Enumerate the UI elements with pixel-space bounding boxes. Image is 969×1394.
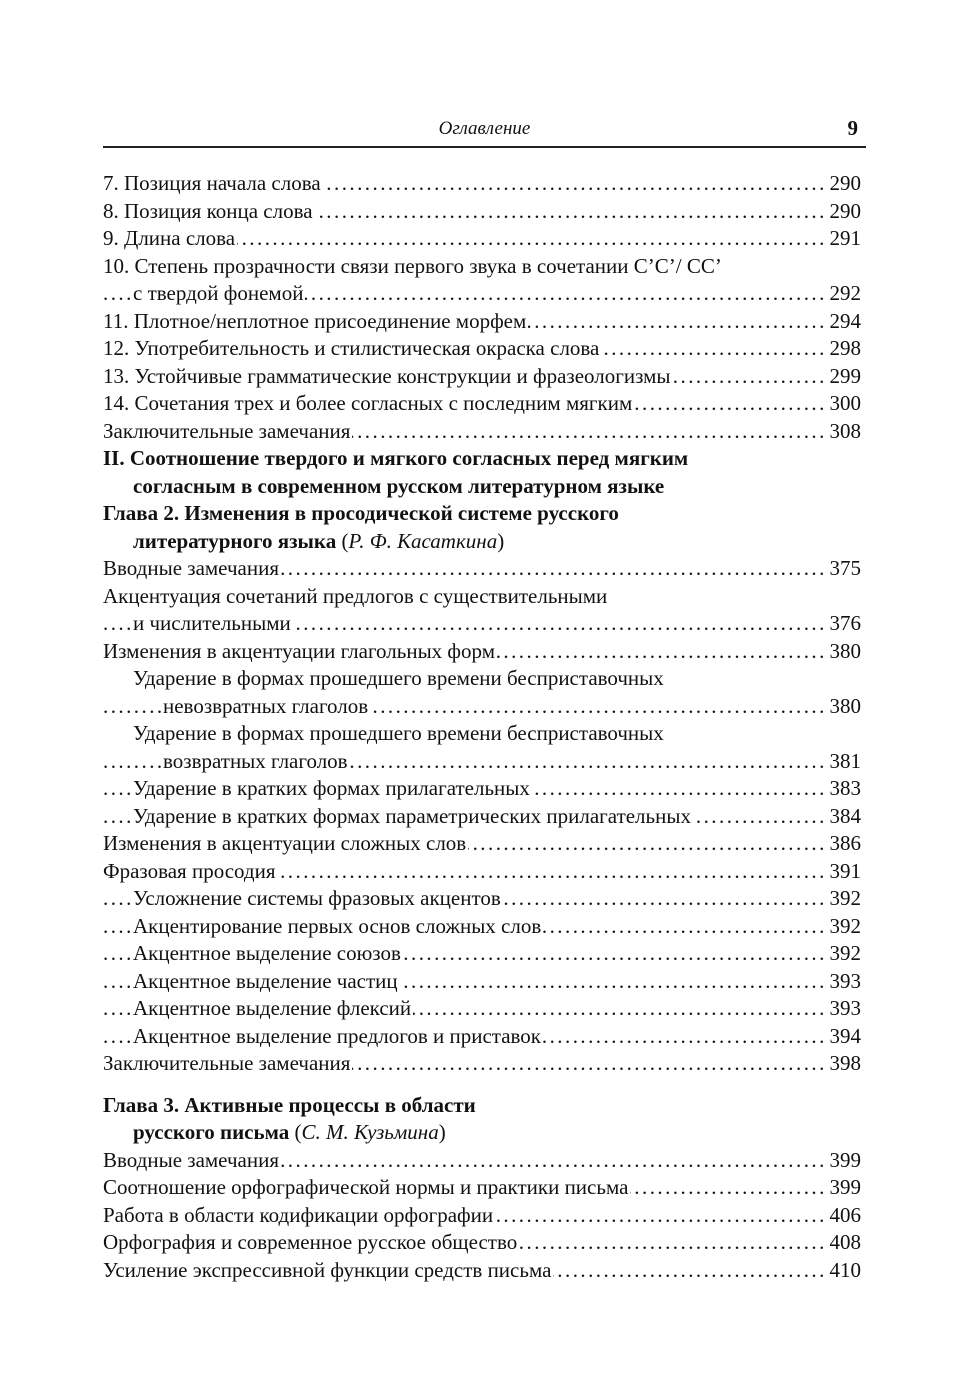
toc-page-number: 391: [827, 858, 862, 886]
toc-page-number: 383: [827, 775, 862, 803]
toc-heading-line: [103, 1119, 861, 1147]
toc-page-number: 290: [827, 198, 862, 226]
toc-entry-title: литературного языка (Р. Ф. Касаткина): [133, 528, 505, 553]
toc-page-number: 300: [827, 390, 862, 418]
toc-entry-title: Вводные замечания: [103, 1147, 279, 1172]
toc-entry: [103, 1174, 861, 1202]
toc-page-number: 406: [827, 1202, 862, 1230]
toc-heading-line: [103, 528, 861, 556]
header-page-number: 9: [847, 116, 858, 140]
toc-entry: [103, 308, 861, 336]
toc-entry: [103, 913, 861, 941]
toc-page-number: 392: [827, 885, 862, 913]
toc-entry: [103, 1023, 861, 1051]
toc-entry-title: Соотношение орфографической нормы и практики письма: [103, 1175, 629, 1199]
toc-page-number: 290: [827, 170, 862, 198]
toc-entry: [103, 583, 861, 611]
toc-page-number: 381: [827, 748, 862, 776]
toc-page-number: 408: [827, 1229, 862, 1257]
toc-entry: [103, 693, 861, 721]
toc-entry: [103, 995, 861, 1023]
toc-entry: [103, 225, 861, 253]
toc-entry-title: с твердой фонемой: [133, 281, 304, 305]
toc-page-number: 398: [827, 1050, 862, 1078]
toc-page-number: 392: [827, 913, 862, 941]
toc-entry: [103, 720, 861, 748]
header-title: Оглавление: [438, 118, 531, 139]
toc-heading-line: [103, 445, 861, 473]
toc-entry-title: 14. Сочетания трех и более согласных с последним мягким: [103, 391, 633, 415]
toc-entry: [103, 418, 861, 446]
toc-entry: [103, 1050, 861, 1078]
toc-entry: [103, 748, 861, 776]
toc-page-number: 410: [827, 1257, 862, 1285]
toc-entry: [103, 198, 861, 226]
toc-entry-title: Вводные замечания: [103, 556, 279, 580]
toc-entry-title: Ударение в кратких формах прилагательных: [133, 776, 530, 800]
toc-entry-title: Ударение в формах прошедшего времени бесприставочных: [133, 721, 664, 745]
toc-entry-title: Работа в области кодификации орфографии: [103, 1202, 494, 1227]
toc-page-number: 386: [827, 830, 862, 858]
toc-page-number: 294: [827, 308, 862, 336]
toc-page-number: 292: [827, 280, 862, 308]
toc-entry: [103, 610, 861, 638]
toc-author: Р. Ф. Касаткина: [348, 528, 498, 553]
toc-entry-title: Акцентуация сочетаний предлогов с существительными: [103, 583, 608, 608]
running-header: [103, 116, 866, 148]
toc-heading-line: [103, 1092, 861, 1120]
toc-author: С. М. Кузьмина: [301, 1120, 439, 1144]
toc-entry: [103, 940, 861, 968]
toc-entry: [103, 1257, 861, 1285]
toc-entry-title: 10. Степень прозрачности связи первого звука в сочетании С’С’/ СС’: [103, 253, 722, 278]
toc-page-number: 376: [827, 610, 862, 638]
toc-entry-title: Усложнение системы фразовых акцентов: [133, 886, 501, 910]
toc-entry: [103, 363, 861, 391]
toc-entry: [103, 1147, 861, 1175]
toc-entry-title: II. Соотношение твердого и мягкого согласных перед мягким: [103, 446, 689, 470]
toc-page-number: 308: [827, 418, 862, 446]
toc-page-number: 399: [827, 1174, 862, 1202]
toc-gap: [103, 1078, 861, 1092]
toc-entry: [103, 170, 861, 198]
toc-entry-title: Акцентирование первых основ сложных слов: [133, 913, 542, 938]
toc-entry-title: Акцентное выделение флексий: [133, 996, 412, 1020]
toc-page-number: 399: [827, 1147, 862, 1175]
toc-page-number: 291: [827, 225, 862, 253]
toc-entry-title: Усиление экспрессивной функции средств письма: [103, 1257, 552, 1282]
toc-entry-title: Орфография и современное русское общество: [103, 1230, 518, 1254]
toc-page-number: 392: [827, 940, 862, 968]
toc-entry: [103, 885, 861, 913]
toc-page-number: 393: [827, 968, 862, 996]
toc-entry: [103, 665, 861, 693]
toc-entry: [103, 253, 861, 281]
toc-entry-title: Изменения в акцентуации сложных слов: [103, 831, 467, 855]
toc-entry-title: Ударение в кратких формах параметрических прилагательных: [133, 803, 691, 828]
toc-entry-title: и числительными: [133, 611, 291, 635]
toc-entry-title: 11. Плотное/неплотное присоединение морфем: [103, 308, 527, 333]
toc-page-number: 298: [827, 335, 862, 363]
toc-entry-title: невозвратных глаголов: [163, 693, 369, 718]
toc-entry: [103, 1229, 861, 1257]
toc-entry: [103, 638, 861, 666]
toc-entry: [103, 1202, 861, 1230]
toc-entry-title: возвратных глаголов: [163, 748, 348, 773]
toc-page-number: 380: [827, 638, 862, 666]
toc-page-number: 384: [827, 803, 862, 831]
toc-heading-line: [103, 500, 861, 528]
toc-entry-title: Фразовая просодия: [103, 858, 276, 883]
toc-entry-title: Глава 3. Активные процессы в области: [103, 1092, 476, 1117]
toc-entry: [103, 803, 861, 831]
toc-entry: [103, 858, 861, 886]
toc-entry-title: русского письма (С. М. Кузьмина): [133, 1120, 446, 1144]
toc-entry-title: Глава 2. Изменения в просодической системе русского: [103, 501, 619, 525]
toc-page-number: 394: [827, 1023, 862, 1051]
toc-page-number: 380: [827, 693, 862, 721]
toc-entry-title: Заключительные замечания: [103, 418, 351, 443]
toc-entry: [103, 830, 861, 858]
toc-entry: [103, 775, 861, 803]
toc-entry-title: Акцентное выделение предлогов и приставок: [133, 1023, 542, 1048]
toc-entry-title: 9. Длина слова: [103, 226, 236, 250]
toc-entry: [103, 335, 861, 363]
toc-entry-title: Изменения в акцентуации глагольных форм: [103, 638, 496, 663]
toc-entry-title: Акцентное выделение частиц: [133, 968, 398, 993]
toc-page-number: 393: [827, 995, 862, 1023]
toc-entry-title: Ударение в формах прошедшего времени бесприставочных: [133, 666, 664, 690]
toc-heading-line: [103, 473, 861, 501]
table-of-contents: [103, 170, 861, 1284]
toc-entry-title: Акцентное выделение союзов: [133, 941, 401, 965]
toc-entry-title: согласным в современном русском литературном языке: [133, 473, 665, 498]
toc-page-number: 299: [827, 363, 862, 391]
toc-page-number: 375: [827, 555, 862, 583]
toc-entry-title: 13. Устойчивые грамматические конструкции и фразеологизмы: [103, 363, 671, 388]
toc-entry: [103, 968, 861, 996]
toc-entry: [103, 555, 861, 583]
toc-entry-title: 8. Позиция конца слова: [103, 198, 313, 223]
toc-entry: [103, 390, 861, 418]
toc-entry: [103, 280, 861, 308]
toc-entry-title: 7. Позиция начала слова: [103, 171, 321, 195]
toc-entry-title: Заключительные замечания: [103, 1051, 351, 1075]
toc-entry-title: 12. Употребительность и стилистическая окраска слова: [103, 336, 600, 360]
